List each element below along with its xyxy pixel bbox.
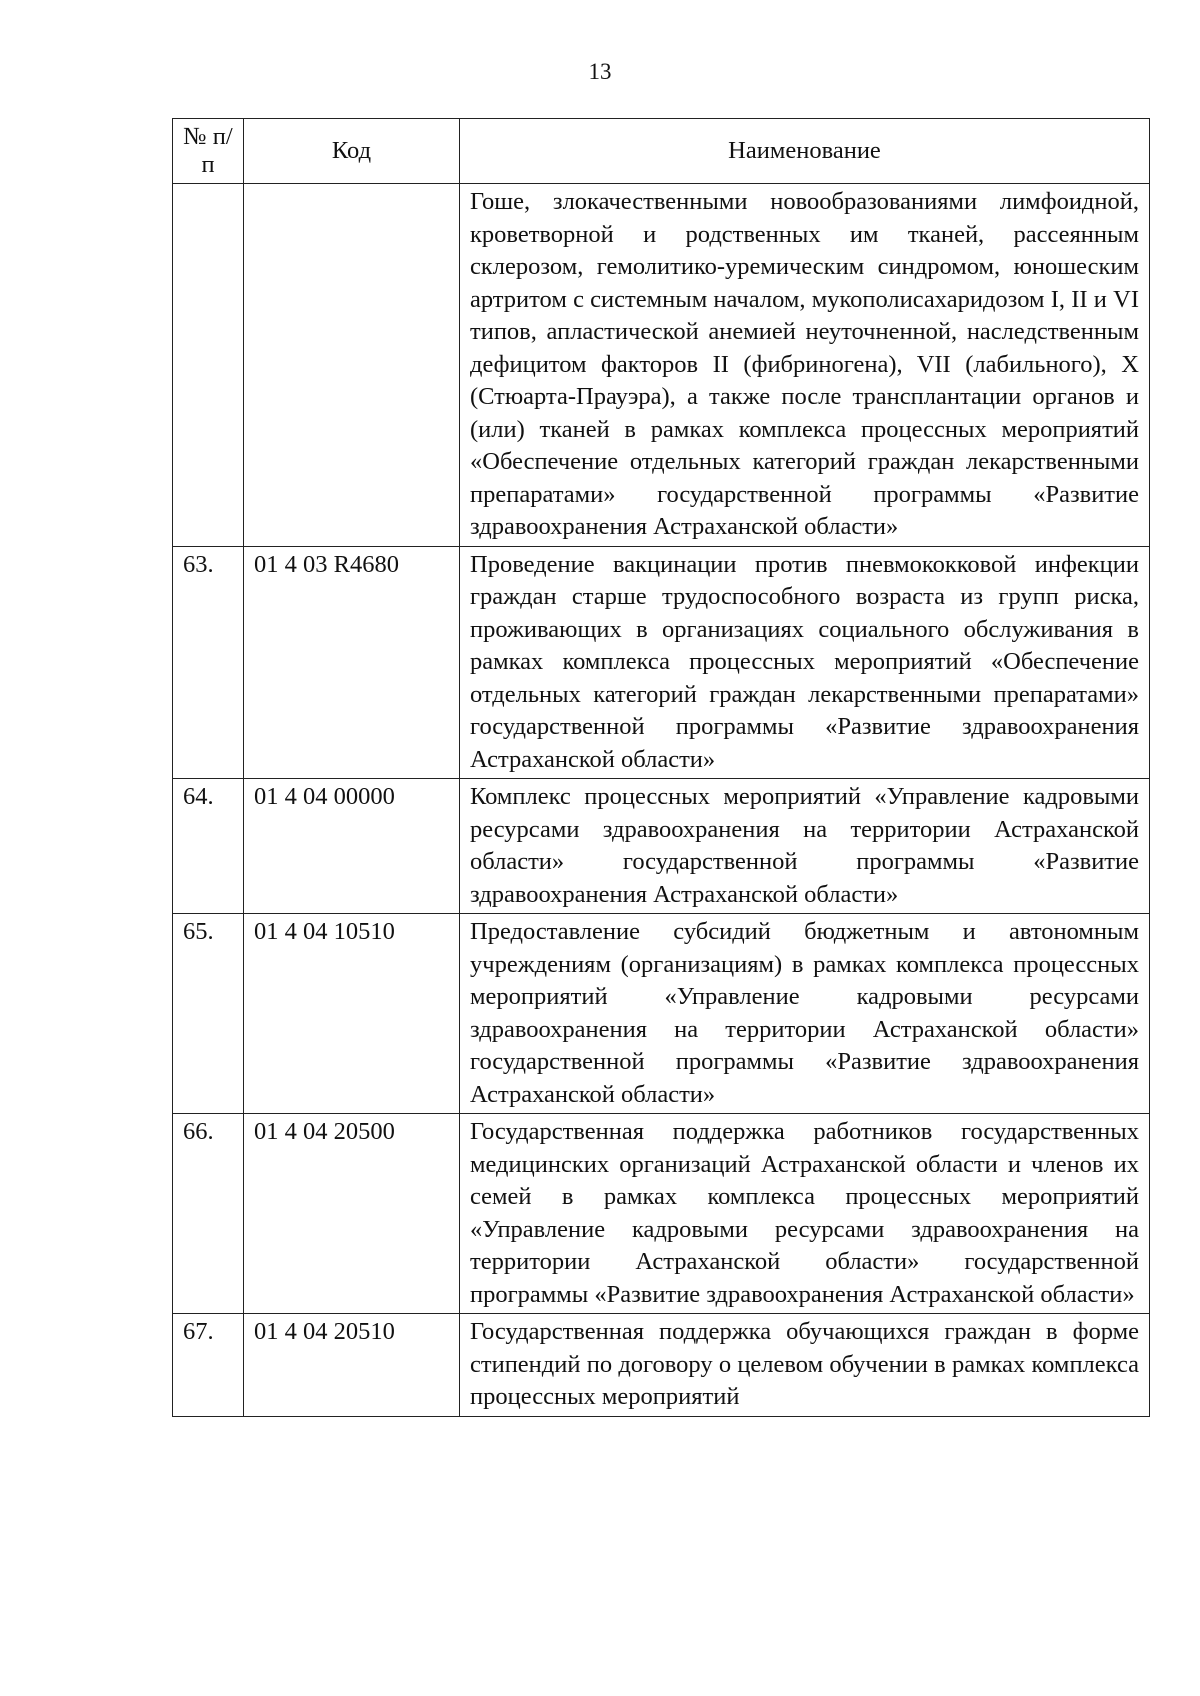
header-code: Код [244, 119, 460, 184]
header-name: Наименование [460, 119, 1150, 184]
table-row [173, 1114, 1150, 1314]
table-row [173, 1314, 1150, 1417]
table-body [173, 184, 1150, 1417]
row-number: 65. [173, 914, 244, 1114]
row-number [173, 184, 244, 547]
row-code: 01 4 04 00000 [244, 779, 460, 914]
row-name: Государственная поддержка обучающихся граждан в форме стипендий по договору о целевом обучении в рамках комплекса процессных мероприятий [460, 1314, 1150, 1417]
table-row [173, 184, 1150, 547]
page-number: 13 [588, 59, 612, 84]
row-name: Гоше, злокачественными новообразованиями лимфоидной, кроветворной и родственных им тканей, рассеянным склерозом, гемолитико-уремическим синдромом, юношеским артритом с системным началом, мукополисахаридозом I, II и VI типов, апластической анемией неуточненной, наследственным дефицитом факторов II (фибриногена), VII (лабильного), X (Стюарта-Прауэра), а также после трансплантации органов и (или) тканей в рамках комплекса процессных мероприятий «Обеспечение отдельных категорий граждан лекарственными препаратами» государственной программы «Развитие здравоохранения Астраханской области» [460, 184, 1150, 547]
row-code: 01 4 04 10510 [244, 914, 460, 1114]
row-number: 63. [173, 546, 244, 779]
row-number: 66. [173, 1114, 244, 1314]
row-code: 01 4 04 20500 [244, 1114, 460, 1314]
table-row [173, 546, 1150, 779]
budget-codes-table [172, 118, 1150, 1417]
row-code [244, 184, 460, 547]
table-header [173, 119, 1150, 184]
row-name: Государственная поддержка работников государственных медицинских организаций Астраханской области и членов их семей в рамках комплекса процессных мероприятий «Управление кадровыми ресурсами здравоохранения на территории Астраханской области» государственной программы «Развитие здравоохранения Астраханской области» [460, 1114, 1150, 1314]
row-name: Комплекс процессных мероприятий «Управление кадровыми ресурсами здравоохранения на территории Астраханской области» государственной программы «Развитие здравоохранения Астраханской области» [460, 779, 1150, 914]
row-code: 01 4 03 R4680 [244, 546, 460, 779]
row-number: 64. [173, 779, 244, 914]
row-code: 01 4 04 20510 [244, 1314, 460, 1417]
table-header-row [173, 119, 1150, 184]
row-name: Проведение вакцинации против пневмококковой инфекции граждан старше трудоспособного возраста из групп риска, проживающих в организациях социального обслуживания в рамках комплекса процессных мероприятий «Обеспечение отдельных категорий граждан лекарственными препаратами» государственной программы «Развитие здравоохранения Астраханской области» [460, 546, 1150, 779]
row-name: Предоставление субсидий бюджетным и автономным учреждениям (организациям) в рамках комплекса процессных мероприятий «Управление кадровыми ресурсами здравоохранения на территории Астраханской области» государственной программы «Развитие здравоохранения Астраханской области» [460, 914, 1150, 1114]
table-row [173, 779, 1150, 914]
row-number: 67. [173, 1314, 244, 1417]
header-num: № п/п [173, 119, 244, 184]
table-row [173, 914, 1150, 1114]
